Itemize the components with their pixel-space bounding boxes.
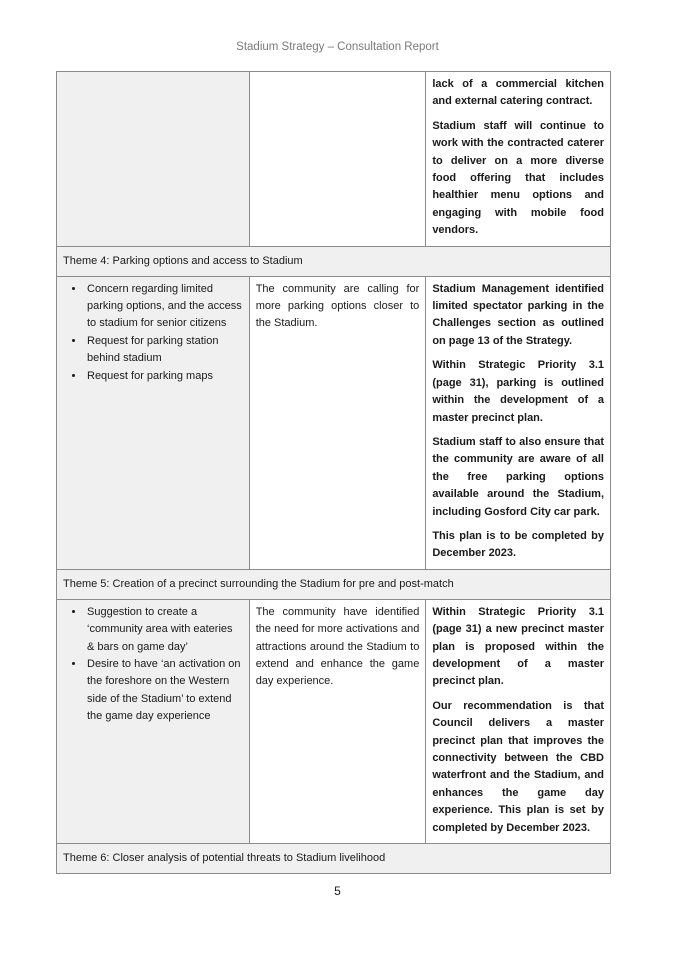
response-paragraph: Stadium Management identified limited spectator parking in the Challenges section as outlined on page 13 of the Strategy. (432, 282, 604, 347)
list-item: • Desire to have ‘an activation on the foreshore on the Western side of the Stadium’ to extend the game day experience (85, 656, 243, 726)
issues-cell (57, 599, 250, 843)
list-item: • Concern regarding limited parking options, and the access to stadium for senior citizens (85, 281, 243, 333)
response-cell (426, 599, 611, 843)
theme-heading-row (57, 569, 611, 599)
consultation-table (56, 71, 611, 874)
response-cell (426, 276, 611, 569)
page-number: 5 (334, 884, 341, 898)
summary-cell (249, 72, 426, 247)
theme-heading: Theme 5: Creation of a precinct surrounding the Stadium for pre and post-match (57, 569, 611, 599)
table-row (57, 276, 611, 569)
theme-heading-row (57, 246, 611, 276)
theme-heading: Theme 6: Closer analysis of potential threats to Stadium livelihood (57, 844, 611, 874)
table-row (57, 599, 611, 843)
response-paragraph: Within Strategic Priority 3.1 (page 31) a new precinct master plan is proposed within the development of a master precinct plan. (432, 605, 604, 688)
issues-list (63, 604, 243, 726)
response-paragraph: This plan is to be completed by December 2023. (432, 529, 604, 560)
table-row (57, 72, 611, 247)
theme-heading-row (57, 844, 611, 874)
response-paragraph: Stadium staff will continue to work with the contracted caterer to deliver on a more diverse food offering that includes healthier menu options and engaging with mobile food vendors. (432, 119, 604, 237)
summary-cell: The community are calling for more parking options closer to the Stadium. (249, 276, 426, 569)
list-item: • Suggestion to create a ‘community area with eateries & bars on game day’ (85, 604, 243, 656)
list-item: • Request for parking station behind stadium (85, 333, 243, 368)
list-item: • Request for parking maps (85, 368, 243, 385)
response-paragraph: lack of a commercial kitchen and external catering contract. (432, 78, 604, 108)
issues-cell (57, 72, 250, 247)
issues-list (63, 281, 243, 385)
summary-cell: The community have identified the need for more activations and attractions around the Stadium to extend and enhance the game day experience. (249, 599, 426, 843)
response-paragraph: Our recommendation is that Council delivers a master precinct plan that improves the connectivity between the CBD waterfront and the Stadium, and enhances the game day experience. This plan is set by completed by December 2023. (432, 699, 604, 834)
theme-heading: Theme 4: Parking options and access to Stadium (57, 246, 611, 276)
response-paragraph: Stadium staff to also ensure that the community are aware of all the free parking options available around the Stadium, including Gosford City car park. (432, 435, 604, 518)
response-paragraph: Within Strategic Priority 3.1 (page 31), parking is outlined within the development of a master precinct plan. (432, 359, 604, 424)
response-cell (426, 72, 611, 247)
issues-cell (57, 276, 250, 569)
running-header: Stadium Strategy – Consultation Report (236, 41, 439, 53)
